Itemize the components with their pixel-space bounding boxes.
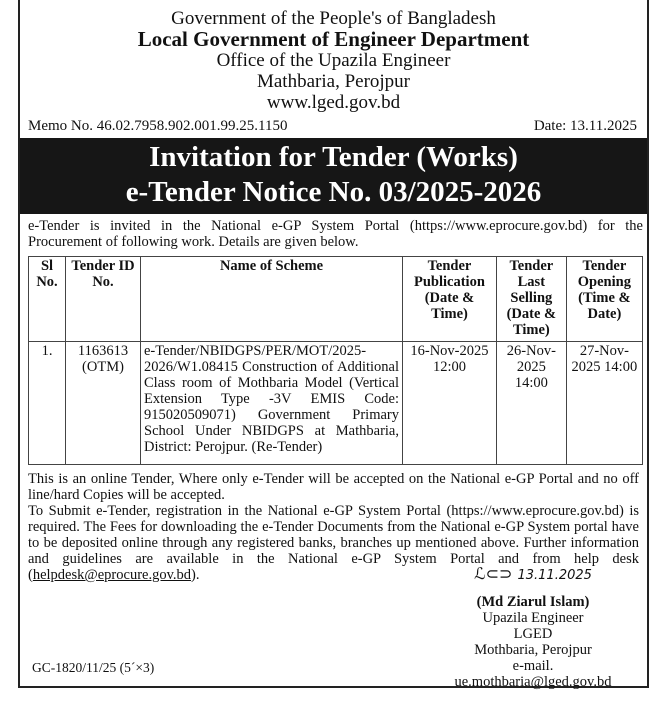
title-banner	[20, 138, 647, 214]
table-row	[29, 342, 643, 465]
memo-date: Date: 13.11.2025	[533, 118, 637, 134]
cell-scheme: e-Tender/NBIDGPS/PER/MOT/2025-2026/W1.08415 Construction of Additional Class room of Mothbaria Model (Vertical Extension Type -3V EMIS Code: 915020509071) Government Primary School Under NBIDGPS at Mathbaria, District: Perojpur. (Re-Tender)	[141, 342, 403, 465]
note-submit-end: ).	[191, 567, 200, 583]
signatory-location: Mothbaria, Perojpur	[474, 642, 592, 658]
note-submit-text: To Submit e-Tender, registration in the National e-GP System Portal (https://www.eprocure.gov.bd) is required. The Fees for downloading the e-Tender Documents from the National e-GP System portal have to be deposited online through any registered banks, branches up mentioned above. Further information and guidelines are available in the National e-GP System Portal and from help desk (	[28, 503, 639, 583]
signature-date: 13.11.2025	[517, 568, 592, 583]
office-name: Office of the Upazila Engineer	[216, 50, 451, 71]
memo-number: Memo No. 46.02.7958.902.001.99.25.1150	[28, 118, 288, 134]
signatory-org: LGED	[513, 626, 553, 642]
signatory-title: Upazila Engineer	[482, 610, 584, 626]
department-name: Local Government of Engineer Department	[137, 27, 530, 51]
helpdesk-link[interactable]: helpdesk@eprocure.gov.bd	[32, 567, 192, 583]
signatory-name: (Md Ziarul Islam)	[476, 594, 590, 610]
cell-publication: 16-Nov-2025 12:00	[403, 342, 497, 465]
cell-sl: 1.	[29, 342, 66, 465]
tender-notice	[18, 0, 649, 688]
govt-line: Government of the People's of Bangladesh	[171, 8, 496, 29]
signatory-email: e-mail. ue.mothbaria@lged.gov.bd	[454, 658, 612, 690]
note-online: This is an online Tender, Where only e-Tender will be accepted on the National e-GP Portal and no off line/hard Copies will be accepted.	[28, 471, 639, 503]
col-selling: Tender Last Selling (Date & Time)	[496, 257, 566, 342]
col-tender-id: Tender ID No.	[66, 257, 141, 342]
cell-selling: 26-Nov-2025 14:00	[496, 342, 566, 465]
signature-block	[433, 566, 633, 690]
signature: ℒ⊂⊃ 13.11.2025	[474, 564, 592, 583]
table-header	[29, 257, 643, 342]
memo-line	[20, 113, 647, 135]
col-sl: Sl No.	[29, 257, 66, 342]
office-location: Mathbaria, Perojpur	[256, 71, 410, 92]
website: www.lged.gov.bd	[266, 92, 401, 113]
cell-tender-id: 1163613 (OTM)	[66, 342, 141, 465]
letterhead	[20, 0, 647, 113]
notice-number: e-Tender Notice No. 03/2025-2026	[125, 176, 542, 208]
cell-opening: 27-Nov-2025 14:00	[566, 342, 642, 465]
intro-text: e-Tender is invited in the National e-GP System Portal (https://www.eprocure.gov.bd) for the Procurement of following work. Details are given below.	[28, 218, 643, 250]
footer-code: GC-1820/11/25 (5´×3)	[32, 660, 155, 675]
col-scheme: Name of Scheme	[141, 257, 403, 342]
col-opening: Tender Opening (Time & Date)	[566, 257, 642, 342]
tender-table	[28, 256, 643, 465]
notice-title: Invitation for Tender (Works)	[149, 141, 518, 173]
col-publication: Tender Publication (Date & Time)	[403, 257, 497, 342]
